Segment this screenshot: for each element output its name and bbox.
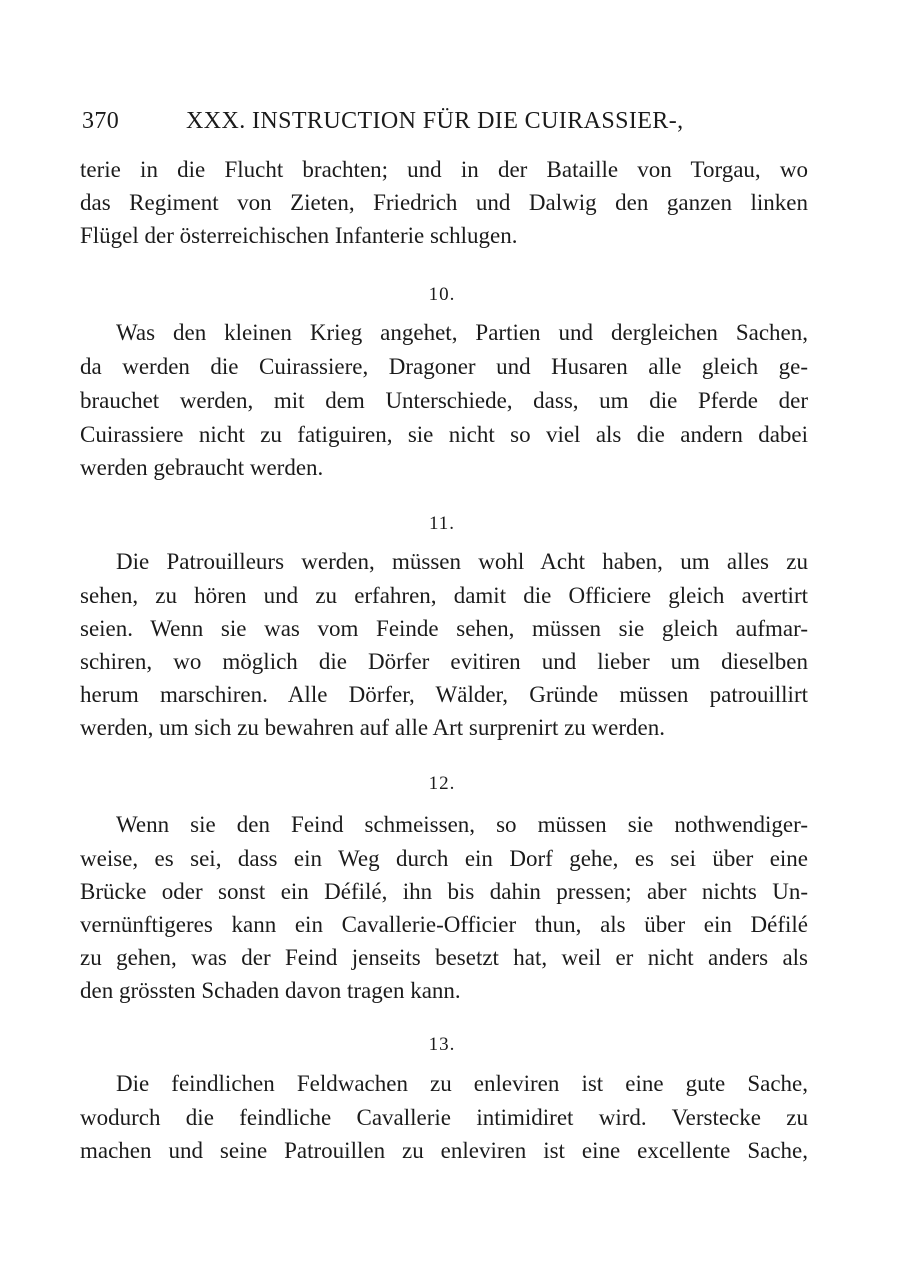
text-line: den grössten Schaden davon tragen kann. <box>80 978 461 1003</box>
section-number: 12. <box>428 773 456 794</box>
text-line: werden, um sich zu bewahren auf alle Art surprenirt zu werden. <box>80 715 665 740</box>
text-line: Wenn sie den Feind schmeissen, so müssen sie nothwendiger- <box>116 812 808 837</box>
text-line: Cuirassiere nicht zu fatiguiren, sie nicht so viel als die andern dabei <box>80 422 808 447</box>
page-header <box>82 108 822 148</box>
text-line: Was den kleinen Krieg angehet, Partien und dergleichen Sachen, <box>116 320 808 345</box>
text-line: schiren, wo möglich die Dörfer evitiren und lieber um dieselben <box>80 649 808 674</box>
text-line: terie in die Flucht brachten; und in der Bataille von Torgau, wo <box>80 157 808 182</box>
text-line: sehen, zu hören und zu erfahren, damit die Officiere gleich avertirt <box>80 583 808 608</box>
text-line: wodurch die feindliche Cavallerie intimidiret wird. Verstecke zu <box>80 1105 808 1130</box>
text-line: werden gebraucht werden. <box>80 455 324 480</box>
running-head: XXX. INSTRUCTION FÜR DIE CUIRASSIER-, <box>186 108 684 134</box>
text-line: Die feindlichen Feldwachen zu enleviren ist eine gute Sache, <box>116 1071 808 1096</box>
text-line: Die Patrouilleurs werden, müssen wohl Acht haben, um alles zu <box>116 549 808 574</box>
text-line: zu gehen, was der Feind jenseits besetzt hat, weil er nicht anders als <box>80 945 808 970</box>
text-line: Flügel der österreichischen Infanterie schlugen. <box>80 223 518 248</box>
text-line: weise, es sei, dass ein Weg durch ein Dorf gehe, es sei über eine <box>80 846 808 871</box>
section-number: 11. <box>428 513 456 534</box>
text-line: Brücke oder sonst ein Défilé, ihn bis dahin pressen; aber nichts Un- <box>80 879 808 904</box>
text-line: brauchet werden, mit dem Unterschiede, dass, um die Pferde der <box>80 388 808 413</box>
section-number: 10. <box>428 284 456 305</box>
text-line: da werden die Cuirassiere, Dragoner und Husaren alle gleich ge- <box>80 354 808 379</box>
text-line: vernünftigeres kann ein Cavallerie-Officier thun, als über ein Défilé <box>80 912 808 937</box>
text-line: herum marschiren. Alle Dörfer, Wälder, Gründe müssen patrouillirt <box>80 682 808 707</box>
text-line: seien. Wenn sie was vom Feinde sehen, müssen sie gleich aufmar- <box>80 616 808 641</box>
page-number: 370 <box>82 108 120 134</box>
text-line: das Regiment von Zieten, Friedrich und Dalwig den ganzen linken <box>80 190 808 215</box>
section-number: 13. <box>428 1034 456 1055</box>
text-line: machen und seine Patrouillen zu enleviren ist eine excellente Sache, <box>80 1138 808 1163</box>
